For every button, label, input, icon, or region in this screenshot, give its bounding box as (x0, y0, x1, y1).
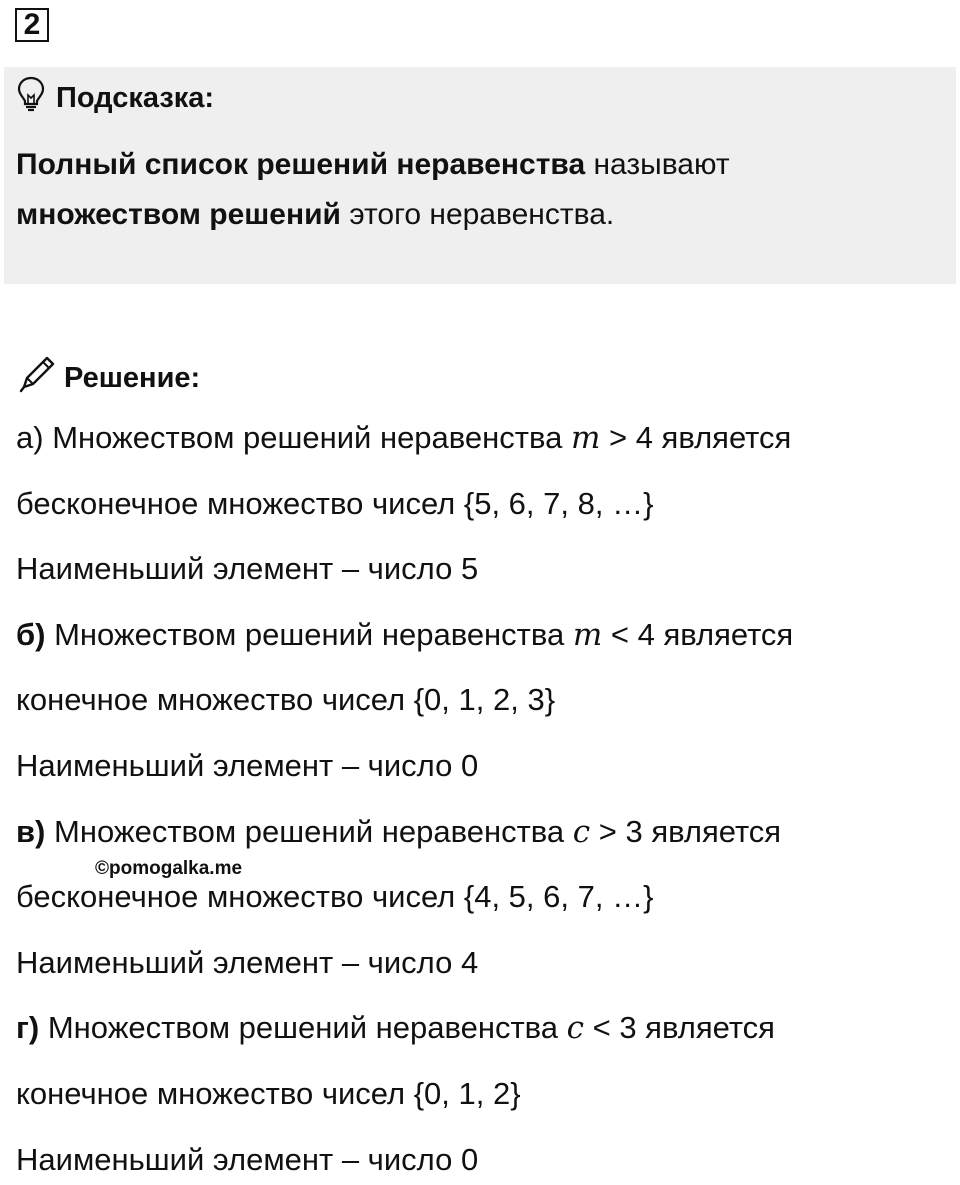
lightbulb-icon (16, 76, 46, 120)
solution-line (16, 1010, 775, 1046)
solution-line (16, 814, 781, 850)
hint-heading (16, 78, 214, 118)
solution-line (16, 617, 793, 653)
item-text-end: > 3 является (590, 813, 782, 849)
variable: m (572, 616, 603, 653)
pencil-icon (16, 353, 58, 403)
item-label: а) (16, 420, 44, 455)
solution-line: конечное множество чисел {0, 1, 2} (16, 1076, 521, 1111)
item-text: Множеством решений неравенства (39, 1010, 567, 1046)
solution-line (16, 420, 791, 456)
solution-line: бесконечное множество чисел {4, 5, 6, 7, …} (16, 879, 654, 915)
item-text-end: > 4 является (600, 420, 792, 455)
watermark: ©pomogalka.me (95, 858, 243, 879)
variable: c (572, 813, 591, 850)
variable: c (566, 1010, 584, 1047)
variable: m (570, 420, 601, 456)
item-text-end: < 3 является (584, 1010, 775, 1046)
solution-line: Наименьший элемент – число 0 (16, 748, 479, 783)
task-number: 2 (15, 8, 49, 42)
item-text-end: < 4 является (602, 616, 794, 652)
item-text: Множеством решений неравенства (45, 616, 573, 652)
item-text: Множеством решений неравенства (43, 420, 571, 455)
hint-text-2: этого неравенства. (341, 198, 615, 231)
hint-text (16, 140, 916, 240)
item-label: в) (16, 813, 46, 849)
solution-line: Наименьший элемент – число 0 (16, 1141, 479, 1177)
hint-text-1: называют (585, 148, 730, 181)
solution-title: Решение: (64, 361, 201, 394)
item-label: б) (16, 616, 46, 652)
solution-line: Наименьший элемент – число 5 (16, 551, 479, 587)
solution-line: конечное множество чисел {0, 1, 2, 3} (16, 682, 556, 718)
item-label: г) (16, 1010, 40, 1046)
hint-bold-1: Полный список решений неравенства (16, 148, 586, 181)
solution-line: Наименьший элемент – число 4 (16, 944, 479, 980)
solution-line: бесконечное множество чисел {5, 6, 7, 8, …} (16, 485, 654, 521)
hint-bold-2: множеством решений (16, 198, 341, 231)
hint-title: Подсказка: (56, 81, 215, 114)
item-text: Множеством решений неравенства (45, 813, 573, 849)
solution-heading (16, 356, 200, 400)
